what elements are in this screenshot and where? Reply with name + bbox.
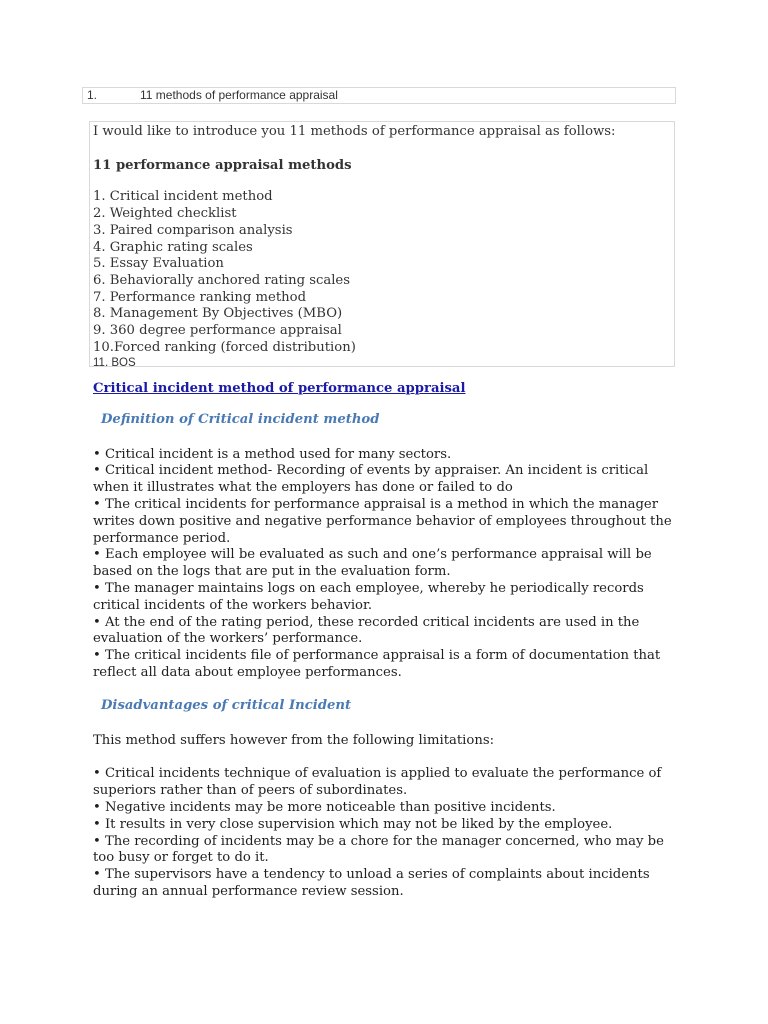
methods-summary-box (89, 121, 675, 370)
list-item: • The recording of incidents may be a chore for the manager concerned, who may be too busy or forget to do it. (93, 833, 664, 866)
list-item: • Critical incidents technique of evaluation is applied to evaluate the performance of superiors rather than of peers of subordinates. (93, 766, 662, 799)
method-item: 9. 360 degree performance appraisal (93, 323, 342, 339)
method-item: 11. BOS (93, 357, 136, 370)
methods-heading: 11 performance appraisal methods (93, 157, 352, 173)
method-item: 10.Forced ranking (forced distribution) (93, 339, 356, 355)
section-title-link[interactable]: Critical incident method of performance appraisal (93, 381, 466, 396)
list-item: • The manager maintains logs on each employee, whereby he periodically records critical incidents of the workers behavior. (93, 580, 644, 613)
document-title: 11 methods of performance appraisal (140, 88, 338, 102)
methods-list (93, 189, 670, 371)
list-item: • The critical incidents for performance appraisal is a method in which the manager writes down positive and negative performance behavior of employees throughout the performance period. (93, 496, 672, 546)
list-item: • The critical incidents file of performance appraisal is a form of documentation that reflect all data about employee performances. (93, 648, 661, 680)
method-item: 4. Graphic rating scales (93, 239, 253, 255)
intro-sentence: I would like to introduce you 11 methods of performance appraisal as follows: (93, 124, 616, 139)
document-title-row (82, 87, 676, 104)
list-item: • Each employee will be evaluated as such and one’s performance appraisal will be based on the logs that are put in the evaluation form. (93, 547, 652, 580)
list-item: • Critical incident is a method used for many sectors. (93, 446, 452, 462)
list-item: • At the end of the rating period, these recorded critical incidents are used in the evaluation of the workers’ performance. (93, 614, 640, 647)
list-item: • It results in very close supervision which may not be liked by the employee. (93, 816, 613, 832)
method-item: 6. Behaviorally anchored rating scales (93, 272, 351, 288)
method-item: 2. Weighted checklist (93, 206, 237, 222)
disadvantages-heading: Disadvantages of critical Incident (101, 697, 352, 713)
method-item: 8. Management By Objectives (MBO) (93, 306, 343, 322)
list-item: • Negative incidents may be more noticeable than positive incidents. (93, 799, 556, 815)
method-item: 5. Essay Evaluation (93, 256, 224, 272)
method-item: 7. Performance ranking method (93, 289, 307, 305)
list-item: • The supervisors have a tendency to unload a series of complaints about incidents during an annual performance review session. (93, 867, 650, 899)
disadvantages-bullet-list (93, 766, 683, 900)
disadvantages-intro: This method suffers however from the following limitations: (93, 732, 495, 748)
method-item: 3. Paired comparison analysis (93, 222, 293, 238)
main-content (93, 381, 683, 901)
list-item: • Critical incident method- Recording of events by appraiser. An incident is critical when it illustrates what the employers has done or failed to do (93, 463, 649, 496)
method-item: 1. Critical incident method (93, 189, 273, 205)
definition-heading: Definition of Critical incident method (101, 411, 380, 427)
definition-bullet-list (93, 447, 683, 682)
title-number: 1. (87, 88, 98, 102)
